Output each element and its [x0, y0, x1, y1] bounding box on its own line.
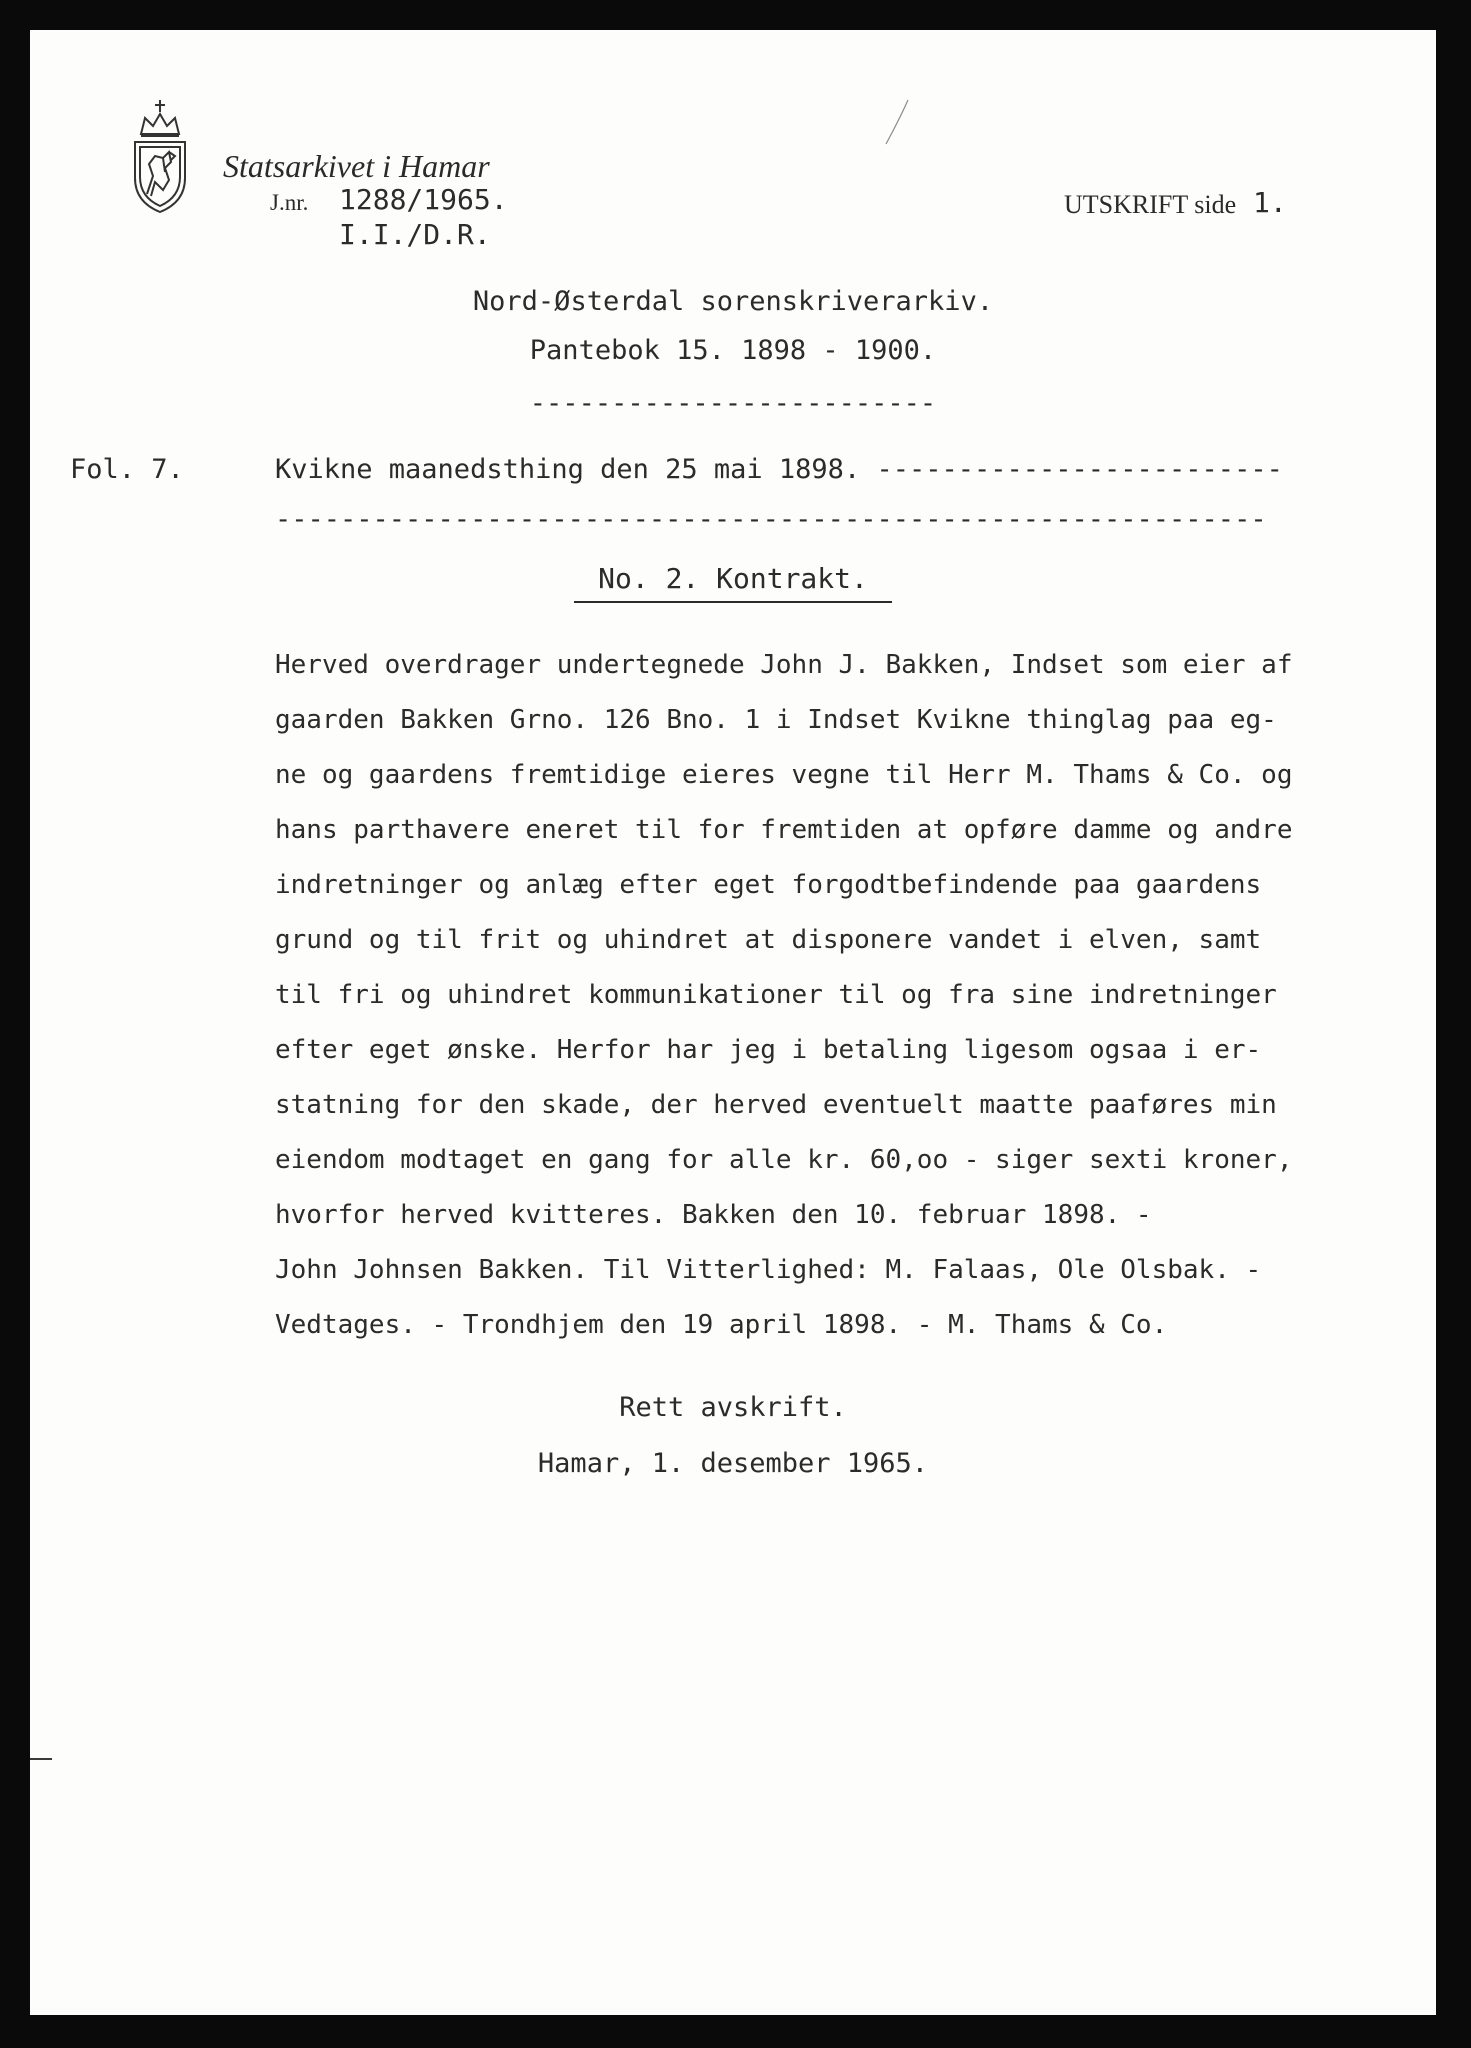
page-number: 1. [1253, 186, 1287, 219]
body-line: ne og gaardens fremtidige eieres vegne til Herr M. Thams & Co. og [275, 760, 1293, 790]
body-line: statning for den skade, der herved eventuelt maatte paaføres min [275, 1090, 1277, 1120]
place-date-line: Hamar, 1. desember 1965. [537, 1448, 929, 1479]
document-title [30, 562, 1436, 595]
body-line: efter eget ønske. Herfor har jeg i betaling ligesom ogsaa i er- [275, 1035, 1262, 1065]
utskrift-label: UTSKRIFT side [1064, 190, 1237, 219]
document-title-text: No. 2. Kontrakt. [574, 562, 892, 603]
body-line: til fri og uhindret kommunikationer til og fra sine indretninger [275, 980, 1277, 1010]
body-line: Herved overdrager undertegnede John J. Bakken, Indset som eier af [275, 650, 1293, 680]
journal-number: 1288/1965. [339, 183, 508, 216]
body-line: John Johnsen Bakken. Til Vitterlighed: M. Falaas, Ole Olsbak. - [275, 1255, 1262, 1285]
archive-name: Statsarkivet i Hamar [223, 148, 490, 184]
body-line: gaarden Bakken Grno. 126 Bno. 1 i Indset Kvikne thinglag paa eg- [275, 705, 1277, 735]
archive-heading: Nord-Østerdal sorenskriverarkiv. [472, 286, 994, 317]
body-line: hvorfor herved kvitteres. Bakken den 10. februar 1898. - [275, 1200, 1152, 1230]
document-page [30, 30, 1436, 2015]
session-divider: ------------------------------------------------------------- [275, 504, 1267, 535]
body-line: grund og til frit og uhindret at disponere vandet i elven, samt [275, 925, 1262, 955]
body-line: eiendom modtaget en gang for alle kr. 60,oo - siger sexti kroner, [275, 1145, 1293, 1175]
heading-divider: ------------------------- [529, 388, 937, 419]
body-line: indretninger og anlæg efter eget forgodtbefindende paa gaardens [275, 870, 1262, 900]
certification-line: Rett avskrift. [619, 1392, 847, 1423]
session-line: Kvikne maanedsthing den 25 mai 1898. ------------------------- [275, 454, 1283, 485]
body-line: hans parthavere eneret til for fremtiden at opføre damme og andre [275, 815, 1293, 845]
margin-tick [30, 1758, 52, 1760]
pencil-mark [882, 98, 912, 148]
reference-code: I.I./D.R. [339, 218, 491, 251]
norwegian-lion-crest-icon [125, 98, 195, 216]
folio-number: Fol. 7. [70, 454, 184, 485]
volume-heading: Pantebok 15. 1898 - 1900. [529, 335, 937, 366]
body-line: Vedtages. - Trondhjem den 19 april 1898. - M. Thams & Co. [275, 1310, 1168, 1340]
journal-number-label: J.nr. [270, 190, 309, 215]
